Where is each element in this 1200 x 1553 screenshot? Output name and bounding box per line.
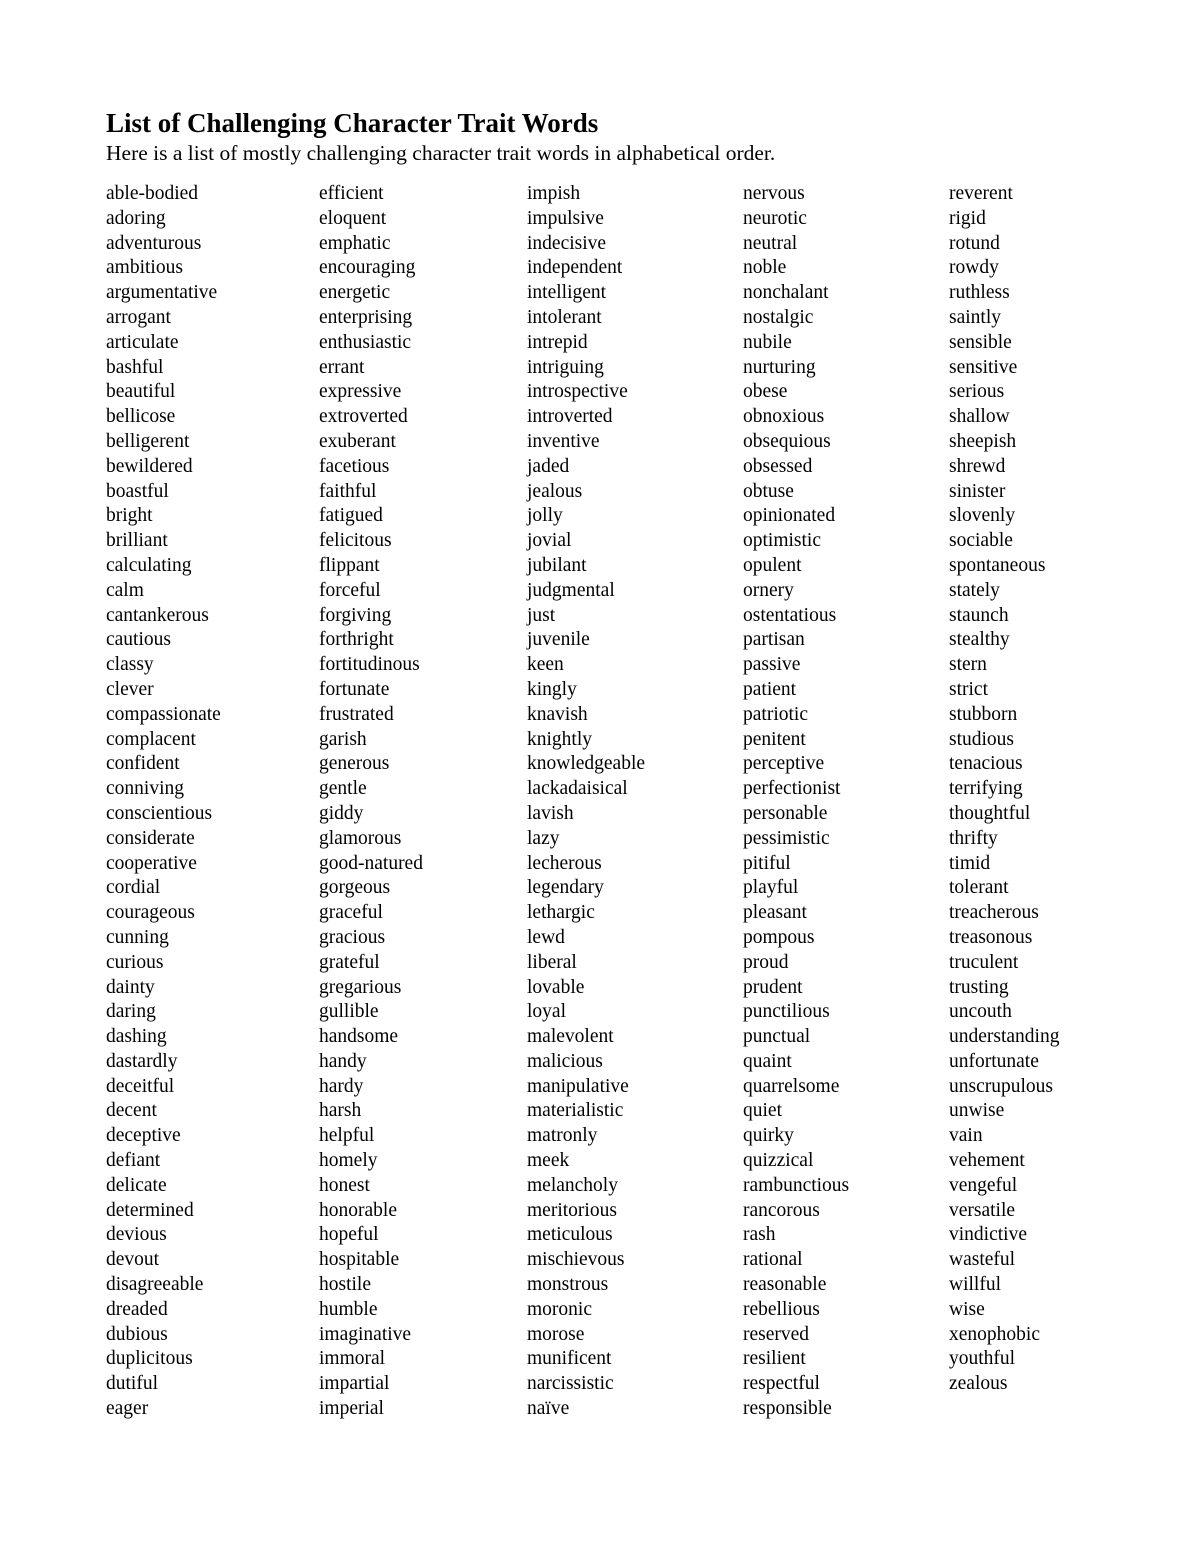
- trait-word: studious: [949, 728, 1015, 750]
- trait-word: efficient: [319, 183, 384, 204]
- trait-word: cunning: [106, 926, 169, 948]
- trait-word: dreaded: [106, 1298, 168, 1320]
- trait-word: beautiful: [106, 381, 176, 403]
- trait-word: duplicitous: [106, 1348, 193, 1370]
- trait-word: deceitful: [106, 1075, 175, 1097]
- trait-word: versatile: [949, 1199, 1016, 1221]
- trait-word: inventive: [527, 430, 600, 452]
- trait-word: able-bodied: [106, 183, 199, 204]
- trait-word: confident: [106, 753, 180, 775]
- trait-word: gregarious: [319, 976, 402, 998]
- trait-word: vehement: [949, 1150, 1025, 1172]
- trait-word: neurotic: [743, 207, 807, 229]
- trait-word: energetic: [319, 282, 391, 304]
- trait-word: enthusiastic: [319, 331, 412, 353]
- trait-word: rash: [743, 1224, 776, 1246]
- trait-word: hopeful: [319, 1224, 379, 1246]
- trait-word: loyal: [527, 1001, 566, 1023]
- trait-word: nonchalant: [743, 282, 829, 304]
- trait-word: terrifying: [949, 778, 1023, 800]
- trait-word: mischievous: [527, 1249, 625, 1271]
- trait-word: lecherous: [527, 852, 602, 874]
- trait-word: enterprising: [319, 306, 413, 328]
- word-column-4: [743, 182, 849, 1422]
- trait-word: personable: [743, 802, 828, 824]
- trait-word: optimistic: [743, 530, 821, 552]
- trait-word: homely: [319, 1150, 378, 1172]
- trait-word: handsome: [319, 1026, 399, 1048]
- trait-word: naïve: [527, 1398, 570, 1420]
- trait-word: staunch: [949, 604, 1009, 626]
- trait-word: vengeful: [949, 1174, 1018, 1196]
- trait-word: considerate: [106, 827, 195, 849]
- trait-word: gentle: [319, 778, 367, 800]
- trait-word: just: [527, 604, 556, 626]
- trait-word: delicate: [106, 1174, 167, 1196]
- trait-word: juvenile: [527, 629, 590, 651]
- trait-word: generous: [319, 753, 390, 775]
- trait-word: jealous: [527, 480, 583, 502]
- trait-word: thrifty: [949, 827, 998, 849]
- trait-word: willful: [949, 1274, 1001, 1296]
- trait-word: unscrupulous: [949, 1075, 1053, 1097]
- trait-word: monstrous: [527, 1274, 609, 1296]
- trait-word: slovenly: [949, 505, 1016, 527]
- trait-word: introverted: [527, 406, 613, 428]
- trait-word: perceptive: [743, 753, 825, 775]
- trait-word: munificent: [527, 1348, 612, 1370]
- trait-word: xenophobic: [949, 1323, 1040, 1345]
- trait-word: forthright: [319, 629, 394, 651]
- trait-word: quizzical: [743, 1150, 814, 1172]
- trait-word: argumentative: [106, 282, 218, 304]
- trait-word: facetious: [319, 455, 390, 477]
- trait-word: independent: [527, 257, 623, 279]
- trait-word: unwise: [949, 1100, 1005, 1122]
- trait-word: stealthy: [949, 629, 1010, 651]
- trait-word: punctilious: [743, 1001, 830, 1023]
- trait-word: intrepid: [527, 331, 588, 353]
- trait-word: manipulative: [527, 1075, 629, 1097]
- trait-word: bellicose: [106, 406, 176, 428]
- trait-word: opulent: [743, 554, 802, 576]
- trait-word: curious: [106, 951, 164, 973]
- trait-word: deceptive: [106, 1125, 181, 1147]
- trait-word: quaint: [743, 1050, 792, 1072]
- trait-word: rowdy: [949, 257, 999, 279]
- trait-word: moronic: [527, 1298, 592, 1320]
- trait-word: wise: [949, 1298, 985, 1320]
- trait-word: strict: [949, 678, 988, 700]
- trait-word: hospitable: [319, 1249, 400, 1271]
- trait-word: boastful: [106, 480, 169, 502]
- trait-word: impish: [527, 183, 581, 204]
- trait-word: stubborn: [949, 703, 1018, 725]
- trait-word: reserved: [743, 1323, 810, 1345]
- trait-word: jovial: [527, 530, 572, 552]
- trait-word: sociable: [949, 530, 1013, 552]
- trait-word: gorgeous: [319, 877, 391, 899]
- trait-word: compassionate: [106, 703, 221, 725]
- trait-word: prudent: [743, 976, 803, 998]
- trait-word: faithful: [319, 480, 377, 502]
- trait-word: understanding: [949, 1026, 1060, 1048]
- trait-word: treacherous: [949, 902, 1039, 924]
- trait-word: dubious: [106, 1323, 168, 1345]
- trait-word: bewildered: [106, 455, 193, 477]
- trait-word: calculating: [106, 554, 192, 576]
- trait-word: respectful: [743, 1373, 820, 1395]
- trait-word: quarrelsome: [743, 1075, 840, 1097]
- trait-word: rational: [743, 1249, 803, 1271]
- trait-word: good-natured: [319, 852, 423, 874]
- trait-word: eloquent: [319, 207, 387, 229]
- trait-word: cautious: [106, 629, 171, 651]
- trait-word: sensitive: [949, 356, 1018, 378]
- trait-word: dastardly: [106, 1050, 178, 1072]
- trait-word: melancholy: [527, 1174, 618, 1196]
- trait-word: sinister: [949, 480, 1006, 502]
- trait-word: intelligent: [527, 282, 607, 304]
- trait-word: cantankerous: [106, 604, 209, 626]
- trait-word: penitent: [743, 728, 806, 750]
- trait-word: kingly: [527, 678, 577, 700]
- trait-word: belligerent: [106, 430, 190, 452]
- word-column-1: [106, 182, 221, 1422]
- trait-word: meek: [527, 1150, 570, 1172]
- trait-word: rotund: [949, 232, 1000, 254]
- trait-word: obese: [743, 381, 788, 403]
- trait-word: forceful: [319, 579, 381, 601]
- trait-word: emphatic: [319, 232, 391, 254]
- trait-word: reasonable: [743, 1274, 827, 1296]
- trait-word: pitiful: [743, 852, 791, 874]
- trait-word: harsh: [319, 1100, 362, 1122]
- trait-word: imperial: [319, 1398, 384, 1420]
- trait-word: giddy: [319, 802, 364, 824]
- trait-word: passive: [743, 654, 801, 676]
- trait-word: nervous: [743, 183, 805, 204]
- trait-word: youthful: [949, 1348, 1016, 1370]
- trait-word: shrewd: [949, 455, 1006, 477]
- trait-word: obsequious: [743, 430, 831, 452]
- word-column-5: [949, 182, 1059, 1397]
- trait-word: tolerant: [949, 877, 1009, 899]
- trait-word: jubilant: [527, 554, 587, 576]
- trait-word: quiet: [743, 1100, 782, 1122]
- trait-word: saintly: [949, 306, 1001, 328]
- trait-word: impulsive: [527, 207, 604, 229]
- trait-word: perfectionist: [743, 778, 841, 800]
- trait-word: fortunate: [319, 678, 390, 700]
- trait-word: graceful: [319, 902, 383, 924]
- trait-word: dainty: [106, 976, 155, 998]
- trait-word: grateful: [319, 951, 380, 973]
- trait-word: spontaneous: [949, 554, 1046, 576]
- trait-word: disagreeable: [106, 1274, 204, 1296]
- trait-word: knowledgeable: [527, 753, 646, 775]
- trait-word: knightly: [527, 728, 593, 750]
- trait-word: daring: [106, 1001, 156, 1023]
- trait-word: rebellious: [743, 1298, 820, 1320]
- trait-word: lavish: [527, 802, 574, 824]
- word-column-2: [319, 182, 423, 1422]
- page-subtitle: Here is a list of mostly challenging character trait words in alphabetical order.: [106, 141, 776, 165]
- trait-word: rancorous: [743, 1199, 820, 1221]
- trait-word: dutiful: [106, 1373, 158, 1395]
- trait-word: vindictive: [949, 1224, 1027, 1246]
- trait-word: trusting: [949, 976, 1009, 998]
- trait-word: determined: [106, 1199, 194, 1221]
- trait-word: neutral: [743, 232, 798, 254]
- trait-word: complacent: [106, 728, 196, 750]
- trait-word: indecisive: [527, 232, 607, 254]
- trait-word: classy: [106, 654, 154, 676]
- trait-word: extroverted: [319, 406, 408, 428]
- trait-word: jolly: [527, 505, 563, 527]
- trait-word: exuberant: [319, 430, 396, 452]
- trait-word: keen: [527, 654, 564, 676]
- trait-word: noble: [743, 257, 787, 279]
- trait-word: fortitudinous: [319, 654, 420, 676]
- trait-word: nubile: [743, 331, 792, 353]
- trait-word: lackadaisical: [527, 778, 628, 800]
- trait-word: tenacious: [949, 753, 1023, 775]
- trait-word: judgmental: [527, 579, 615, 601]
- trait-word: zealous: [949, 1373, 1008, 1395]
- trait-word: lazy: [527, 827, 560, 849]
- trait-word: bright: [106, 505, 153, 527]
- trait-word: hostile: [319, 1274, 371, 1296]
- trait-word: imaginative: [319, 1323, 412, 1345]
- trait-word: impartial: [319, 1373, 390, 1395]
- trait-word: lovable: [527, 976, 585, 998]
- trait-word: intolerant: [527, 306, 602, 328]
- trait-word: stately: [949, 579, 1000, 601]
- trait-word: rigid: [949, 207, 986, 229]
- trait-word: unfortunate: [949, 1050, 1039, 1072]
- word-column-3: [527, 182, 645, 1422]
- trait-word: defiant: [106, 1150, 161, 1172]
- trait-word: glamorous: [319, 827, 402, 849]
- trait-word: thoughtful: [949, 802, 1031, 824]
- trait-word: conniving: [106, 778, 184, 800]
- trait-word: brilliant: [106, 530, 168, 552]
- trait-word: obsessed: [743, 455, 813, 477]
- trait-word: resilient: [743, 1348, 806, 1370]
- trait-word: sensible: [949, 331, 1012, 353]
- trait-word: morose: [527, 1323, 585, 1345]
- trait-word: proud: [743, 951, 789, 973]
- trait-word: serious: [949, 381, 1005, 403]
- trait-word: responsible: [743, 1398, 832, 1420]
- trait-word: pompous: [743, 926, 815, 948]
- trait-word: patient: [743, 678, 797, 700]
- trait-word: sheepish: [949, 430, 1017, 452]
- trait-word: gullible: [319, 1001, 379, 1023]
- trait-word: ambitious: [106, 257, 183, 279]
- trait-word: meritorious: [527, 1199, 617, 1221]
- trait-word: courageous: [106, 902, 195, 924]
- trait-word: legendary: [527, 877, 604, 899]
- trait-word: frustrated: [319, 703, 394, 725]
- trait-word: patriotic: [743, 703, 808, 725]
- trait-word: pleasant: [743, 902, 807, 924]
- trait-word: fatigued: [319, 505, 383, 527]
- trait-word: helpful: [319, 1125, 375, 1147]
- trait-word: malevolent: [527, 1026, 614, 1048]
- trait-word: expressive: [319, 381, 402, 403]
- trait-word: liberal: [527, 951, 577, 973]
- trait-word: partisan: [743, 629, 805, 651]
- trait-word: devout: [106, 1249, 160, 1271]
- trait-word: bashful: [106, 356, 164, 378]
- trait-word: matronly: [527, 1125, 598, 1147]
- trait-word: ruthless: [949, 282, 1010, 304]
- trait-word: vain: [949, 1125, 983, 1147]
- trait-word: malicious: [527, 1050, 603, 1072]
- trait-word: humble: [319, 1298, 378, 1320]
- trait-word: immoral: [319, 1348, 386, 1370]
- trait-word: cooperative: [106, 852, 197, 874]
- trait-word: hardy: [319, 1075, 364, 1097]
- trait-word: cordial: [106, 877, 161, 899]
- trait-word: flippant: [319, 554, 380, 576]
- trait-word: pessimistic: [743, 827, 830, 849]
- trait-word: shallow: [949, 406, 1010, 428]
- trait-word: stern: [949, 654, 987, 676]
- trait-word: forgiving: [319, 604, 392, 626]
- trait-word: treasonous: [949, 926, 1033, 948]
- trait-word: introspective: [527, 381, 628, 403]
- trait-word: jaded: [527, 455, 570, 477]
- trait-word: lewd: [527, 926, 565, 948]
- trait-word: quirky: [743, 1125, 794, 1147]
- trait-word: lethargic: [527, 902, 595, 924]
- trait-word: arrogant: [106, 306, 171, 328]
- trait-word: intriguing: [527, 356, 604, 378]
- trait-word: obtuse: [743, 480, 794, 502]
- trait-word: encouraging: [319, 257, 416, 279]
- trait-word: ostentatious: [743, 604, 837, 626]
- trait-word: nurturing: [743, 356, 816, 378]
- trait-word: handy: [319, 1050, 367, 1072]
- trait-word: reverent: [949, 183, 1013, 204]
- trait-word: felicitous: [319, 530, 392, 552]
- trait-word: clever: [106, 678, 154, 700]
- page-title: List of Challenging Character Trait Words: [106, 108, 599, 138]
- trait-word: honorable: [319, 1199, 397, 1221]
- trait-word: punctual: [743, 1026, 811, 1048]
- trait-word: gracious: [319, 926, 386, 948]
- trait-word: adventurous: [106, 232, 202, 254]
- trait-word: conscientious: [106, 802, 213, 824]
- trait-word: truculent: [949, 951, 1019, 973]
- trait-word: errant: [319, 356, 365, 378]
- trait-word: eager: [106, 1398, 149, 1420]
- trait-word: decent: [106, 1100, 157, 1122]
- trait-word: nostalgic: [743, 306, 814, 328]
- trait-word: opinionated: [743, 505, 836, 527]
- trait-word: timid: [949, 852, 991, 874]
- trait-word: articulate: [106, 331, 179, 353]
- trait-word: wasteful: [949, 1249, 1016, 1271]
- trait-word: knavish: [527, 703, 588, 725]
- trait-word: obnoxious: [743, 406, 825, 428]
- trait-word: calm: [106, 579, 144, 601]
- trait-word: meticulous: [527, 1224, 613, 1246]
- trait-word: adoring: [106, 207, 166, 229]
- trait-word: playful: [743, 877, 799, 899]
- trait-word: materialistic: [527, 1100, 624, 1122]
- trait-word: garish: [319, 728, 367, 750]
- trait-word: honest: [319, 1174, 370, 1196]
- trait-word: uncouth: [949, 1001, 1012, 1023]
- trait-word: narcissistic: [527, 1373, 614, 1395]
- trait-word: rambunctious: [743, 1174, 850, 1196]
- trait-word: ornery: [743, 579, 794, 601]
- trait-word: dashing: [106, 1026, 167, 1048]
- trait-word: devious: [106, 1224, 167, 1246]
